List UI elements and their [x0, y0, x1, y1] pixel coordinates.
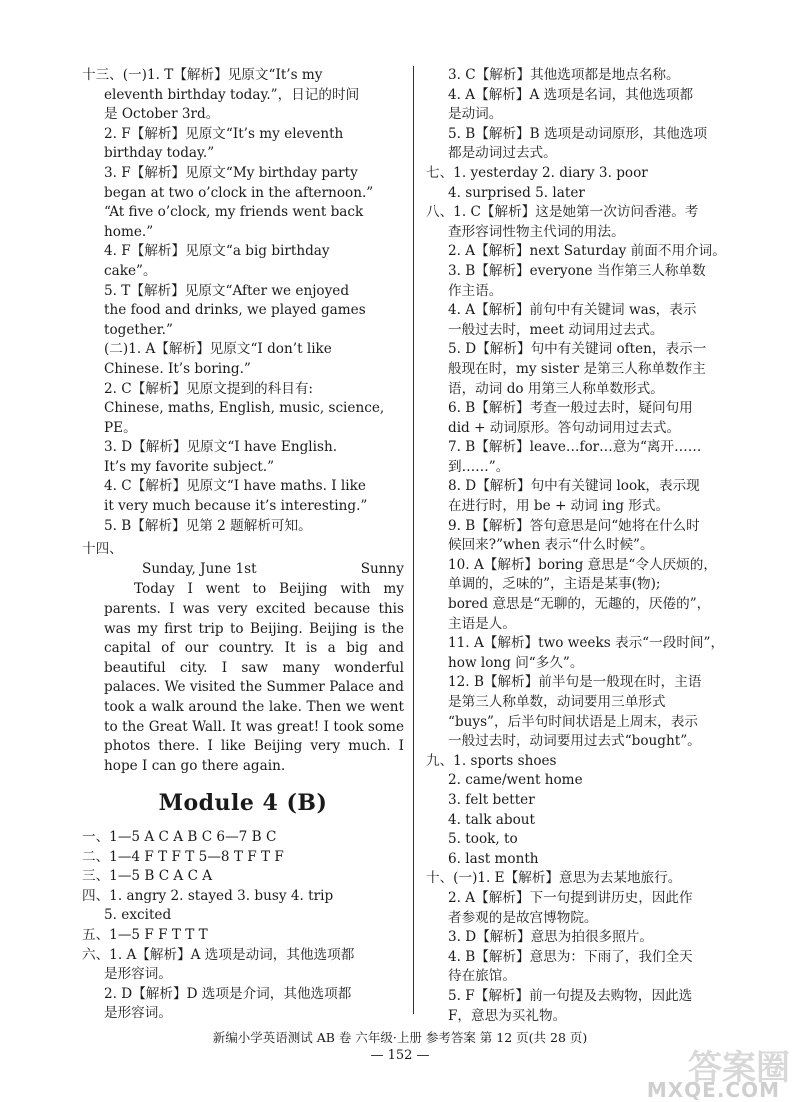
answer-line: 5. took, to	[448, 831, 518, 848]
answer-line: 6. last month	[448, 850, 539, 867]
answer-line: 一般过去时，meet 动词用过去式。	[448, 321, 664, 338]
answer-line: 一、1—5 A C A B C 6—7 B C	[82, 828, 277, 845]
answer-line: 4. talk about	[448, 811, 535, 828]
essay-date: Sunday, June 1st	[142, 560, 257, 577]
answer-line: 12. B【解析】前半句是一般现在时，主语	[448, 674, 702, 691]
answer-line: 4. C【解析】见原文“I have maths. I like	[104, 478, 366, 495]
answer-line: 2. D【解析】D 选项是介词，其他选项都	[104, 985, 352, 1002]
answer-line: 5. F【解析】前一句提及去购物，因此选	[448, 987, 693, 1004]
answer-line: F，意思为买礼物。	[448, 1007, 567, 1024]
answer-line: 2. A【解析】下一句提到讲历史，因此作	[448, 889, 693, 906]
answer-line: PE。	[104, 419, 137, 436]
answer-line: 在进行时，用 be + 动词 ing 形式。	[448, 498, 670, 515]
answer-line: 3. F【解析】见原文“My birthday party	[104, 164, 358, 181]
answer-line: it very much because it’s interesting.”	[104, 498, 368, 515]
answer-line: 五、1—5 F F T T T	[82, 926, 208, 943]
answer-line: 是 October 3rd。	[104, 106, 220, 123]
answer-line: home.”	[104, 223, 154, 240]
answer-line: 4. surprised 5. later	[448, 184, 585, 201]
answer-line: 3. D【解析】意思为拍很多照片。	[448, 929, 653, 946]
answer-line: 三、1—5 B C A C A	[82, 868, 213, 885]
answer-line: 5. B【解析】见第 2 题解析可知。	[104, 517, 312, 534]
answer-line: Chinese, maths, English, music, science,	[104, 400, 385, 417]
answer-line: 3. D【解析】见原文“I have English.	[104, 439, 338, 456]
essay-header	[82, 560, 404, 580]
essay-weather: Sunny	[360, 560, 404, 577]
watermark-site: MXQE.COM	[646, 1078, 780, 1102]
answer-line: 是第三人称单数，动词要用三单形式	[448, 694, 666, 710]
essay-text: Today I went to Beijing with my parents. I was very excited because this was my first trip to Beijing. Beijing is the capital of our country. It is a big and beautiful city. I saw many wonderful palaces. We visited the Summer Palace and took a walk around the lake. Then we went to the Great Wall. It was great! I took some photos there. I like Beijing very much. I hope I can go there again.	[104, 581, 404, 774]
answer-line: 5. B【解析】B 选项是动词原形，其他选项	[448, 125, 708, 142]
answer-line: 七、1. yesterday 2. diary 3. poor	[426, 164, 648, 181]
answer-line: 是形容词。	[104, 966, 172, 983]
watermark-logo: 答案圈	[688, 1048, 790, 1088]
answer-line: 6. B【解析】考查一般过去时，疑问句用	[448, 400, 693, 417]
answer-line: 3. B【解析】everyone 当作第三人称单数	[448, 262, 706, 279]
answer-line: (二)1. A【解析】见原文“I don’t like	[104, 341, 332, 358]
answer-line: 2. C【解析】见原文提到的科目有:	[104, 380, 313, 397]
answer-line: how long 问“多久”。	[448, 654, 584, 671]
answer-line: 候回来?”when 表示“什么时候”。	[448, 537, 654, 554]
answer-line: 十、(一)1. E【解析】意思为去某地旅行。	[426, 870, 682, 887]
answer-line: 4. A【解析】前句中有关键词 was，表示	[448, 302, 697, 319]
footer-info: 新编小学英语测试 AB 卷 六年级·上册 参考答案 第 12 页(共 28 页)	[212, 1030, 588, 1045]
answer-line: cake”。	[104, 262, 157, 279]
answer-line: 主语是人。	[448, 615, 516, 632]
answer-line: 2. came/went home	[448, 772, 583, 789]
answer-line: eleventh birthday today.”，日记的时间	[104, 86, 360, 103]
answer-line: 四、1. angry 2. stayed 3. busy 4. trip	[82, 887, 334, 904]
answer-line: 作主语。	[448, 282, 503, 299]
section-label: 十四、	[82, 541, 123, 558]
answer-line: 般现在时，my sister 是第三人称单数作主	[448, 360, 706, 377]
page-number: — 152 —	[370, 1048, 430, 1063]
answer-line: 一般过去时，动词要用过去式“bought”。	[448, 733, 701, 750]
answer-line: together.”	[104, 321, 173, 338]
answer-line: 八、1. C【解析】这是她第一次访问香港。考	[426, 204, 699, 221]
answer-line: 单调的，乏味的”，主语是某事(物);	[448, 576, 661, 593]
answer-line: 十三、(一)1. T【解析】见原文“It’s my	[82, 67, 323, 83]
answer-line: 2. F【解析】见原文“It’s my eleventh	[104, 125, 344, 142]
answer-line: 到……”。	[448, 458, 510, 475]
answer-line: did + 动词原形。答句动词用过去式。	[448, 419, 681, 436]
answer-line: 3. C【解析】其他选项都是地点名称。	[448, 67, 680, 83]
answer-line: 5. excited	[104, 907, 172, 924]
answer-line: 查形容词性物主代词的用法。	[448, 223, 625, 240]
answer-line: 9. B【解析】答句意思是问“她将在什么时	[448, 517, 700, 534]
answer-line: 者参观的是故宫博物院。	[448, 909, 598, 926]
answer-line: “buys”，后半句时间状语是上周末，表示	[448, 713, 698, 730]
answer-line: 4. A【解析】A 选项是名词，其他选项都	[448, 86, 694, 103]
right-column	[426, 66, 726, 1026]
answer-line: 都是动词过去式。	[448, 145, 557, 162]
answer-line: 2. A【解析】next Saturday 前面不用介词。	[448, 243, 726, 260]
answer-line: 待在旅馆。	[448, 968, 516, 985]
answer-line: 语，动词 do 用第三人称单数形式。	[448, 380, 664, 397]
essay-body	[82, 580, 404, 776]
answer-line: birthday today.”	[104, 145, 215, 162]
answer-line: the food and drinks, we played games	[104, 302, 366, 319]
answer-line: began at two o’clock in the afternoon.”	[104, 184, 374, 201]
answer-line: 4. B【解析】意思为：下雨了，我们全天	[448, 948, 693, 965]
answer-line: 二、1—4 F T F T 5—8 T F T F	[82, 848, 284, 865]
answer-line: 是动词。	[448, 106, 503, 123]
answer-line: 九、1. sports shoes	[426, 752, 557, 769]
answer-line: 六、1. A【解析】A 选项是动词，其他选项都	[82, 946, 355, 963]
column-divider	[413, 66, 414, 1014]
answer-line: 5. D【解析】句中有关键词 often，表示一	[448, 341, 707, 358]
answer-line: bored 意思是“无聊的，无趣的，厌倦的”，	[448, 596, 711, 613]
answer-line: 3. felt better	[448, 791, 535, 808]
answer-line: 10. A【解析】boring 意思是“令人厌烦的，	[448, 556, 717, 573]
answer-line: It’s my favorite subject.”	[104, 458, 275, 475]
answer-line: 是形容词。	[104, 1005, 172, 1022]
answer-line: 5. T【解析】见原文“After we enjoyed	[104, 282, 350, 299]
module-title: Module 4 (B)	[158, 790, 328, 817]
answer-line: Chinese. It’s boring.”	[104, 360, 251, 377]
answer-line: 4. F【解析】见原文“a big birthday	[104, 243, 330, 260]
answer-line: 7. B【解析】leave…for…意为“离开……	[448, 439, 702, 456]
answer-line: 11. A【解析】two weeks 表示“一段时间”，	[448, 635, 725, 652]
answer-line: 8. D【解析】句中有关键词 look，表示现	[448, 478, 700, 495]
answer-line: “At five o’clock, my friends went back	[104, 204, 364, 221]
left-column	[82, 66, 404, 1024]
